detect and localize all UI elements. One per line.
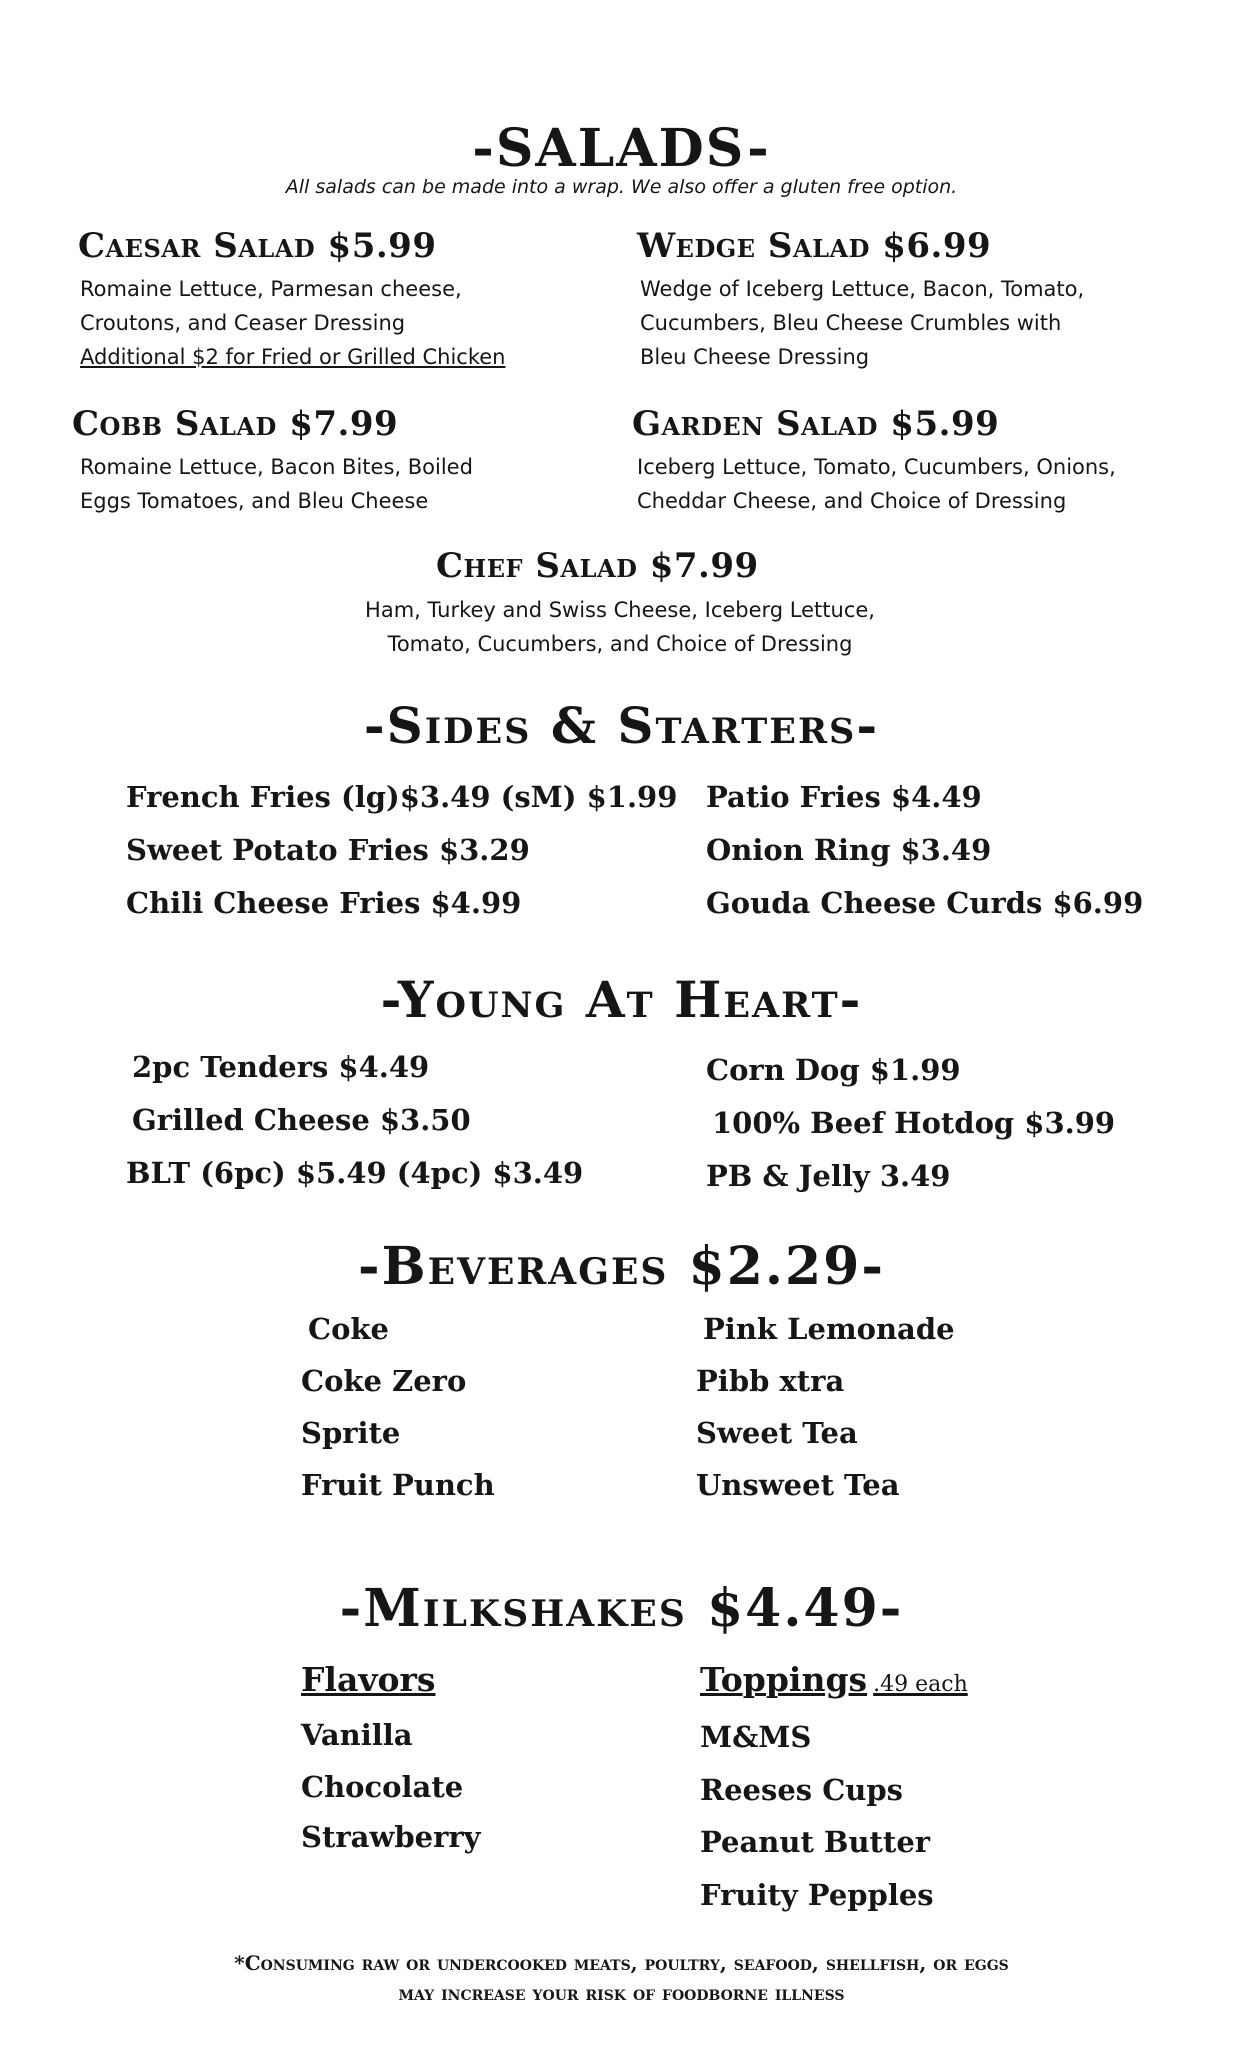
topping-fruity-pepples: Fruity Pepples [700, 1878, 934, 1912]
sides-item-chili-cheese-fries: Chili Cheese Fries $4.99 [126, 886, 522, 920]
toppings-price: .49 each [873, 1672, 968, 1697]
wedge-salad-desc: Wedge of Iceberg Lettuce, Bacon, Tomato, Cucumbers, Bleu Cheese Crumbles with Bleu Cheese Dressing [640, 277, 1085, 369]
beverages-title: -Beverages $2.29- [358, 1236, 885, 1297]
sides-item-french-fries: French Fries (lg)$3.49 (sM) $1.99 [126, 780, 678, 814]
garden-salad-name: Garden Salad $5.99 [632, 404, 1000, 444]
young-item-pb-jelly: PB & Jelly 3.49 [706, 1159, 951, 1193]
flavor-vanilla: Vanilla [301, 1718, 413, 1752]
sides-item-patio-fries: Patio Fries $4.49 [706, 780, 982, 814]
young-item-beef-hotdog: 100% Beef Hotdog $3.99 [712, 1106, 1116, 1140]
sides-item-onion-ring: Onion Ring $3.49 [706, 833, 992, 867]
topping-reeses-cups: Reeses Cups [700, 1773, 903, 1807]
toppings-heading: Toppings .49 each [700, 1660, 968, 1699]
beverage-coke: Coke [308, 1312, 389, 1346]
sides-item-sweet-potato-fries: Sweet Potato Fries $3.29 [126, 833, 530, 867]
young-title: -Young At Heart- [380, 970, 863, 1029]
wedge-salad-name: Wedge Salad $6.99 [637, 226, 992, 266]
beverage-fruit-punch: Fruit Punch [301, 1468, 495, 1502]
caesar-salad-name: Caesar Salad $5.99 [78, 226, 437, 266]
salads-title: -SALADS- [472, 118, 771, 179]
topping-peanut-butter: Peanut Butter [700, 1825, 931, 1859]
chef-salad-name: Chef Salad $7.99 [436, 546, 759, 586]
beverage-coke-zero: Coke Zero [301, 1364, 467, 1398]
salads-note: All salads can be made into a wrap. We also offer a gluten free option. [285, 176, 958, 198]
chef-salad-desc: Ham, Turkey and Swiss Cheese, Iceberg Lettuce, Tomato, Cucumbers, and Choice of Dressing [365, 598, 875, 656]
caesar-salad-desc: Romaine Lettuce, Parmesan cheese, Croutons, and Ceaser Dressing Additional $2 for Fried or Grilled Chicken [80, 272, 505, 374]
beverage-sweet-tea: Sweet Tea [696, 1416, 858, 1450]
topping-mms: M&MS [700, 1720, 812, 1754]
cobb-salad-desc: Romaine Lettuce, Bacon Bites, Boiled Eggs Tomatoes, and Bleu Cheese [80, 455, 473, 513]
sides-title: -Sides & Starters- [363, 696, 880, 755]
young-item-tenders: 2pc Tenders $4.49 [132, 1050, 430, 1084]
cobb-salad-name: Cobb Salad $7.99 [72, 404, 399, 444]
milkshakes-title: -Milkshakes $4.49- [339, 1578, 904, 1639]
beverage-pibb-xtra: Pibb xtra [696, 1364, 845, 1398]
chicken-addon-note: Additional $2 for Fried or Grilled Chicken [80, 345, 506, 369]
young-item-blt: BLT (6pc) $5.49 (4pc) $3.49 [126, 1156, 584, 1190]
flavors-heading: Flavors [301, 1660, 436, 1699]
beverage-sprite: Sprite [301, 1416, 401, 1450]
garden-salad-desc: Iceberg Lettuce, Tomato, Cucumbers, Onions, Cheddar Cheese, and Choice of Dressing [637, 455, 1116, 513]
young-item-grilled-cheese: Grilled Cheese $3.50 [132, 1103, 471, 1137]
beverage-unsweet-tea: Unsweet Tea [696, 1468, 900, 1502]
young-item-corn-dog: Corn Dog $1.99 [706, 1053, 961, 1087]
flavor-chocolate: Chocolate [301, 1770, 464, 1804]
beverage-pink-lemonade: Pink Lemonade [703, 1312, 955, 1346]
food-safety-disclaimer: *Consuming raw or undercooked meats, poultry, seafood, shellfish, or eggs may increase your risk of foodborne illness [234, 1951, 1009, 2005]
sides-item-gouda-cheese-curds: Gouda Cheese Curds $6.99 [706, 886, 1144, 920]
flavor-strawberry: Strawberry [301, 1820, 481, 1854]
